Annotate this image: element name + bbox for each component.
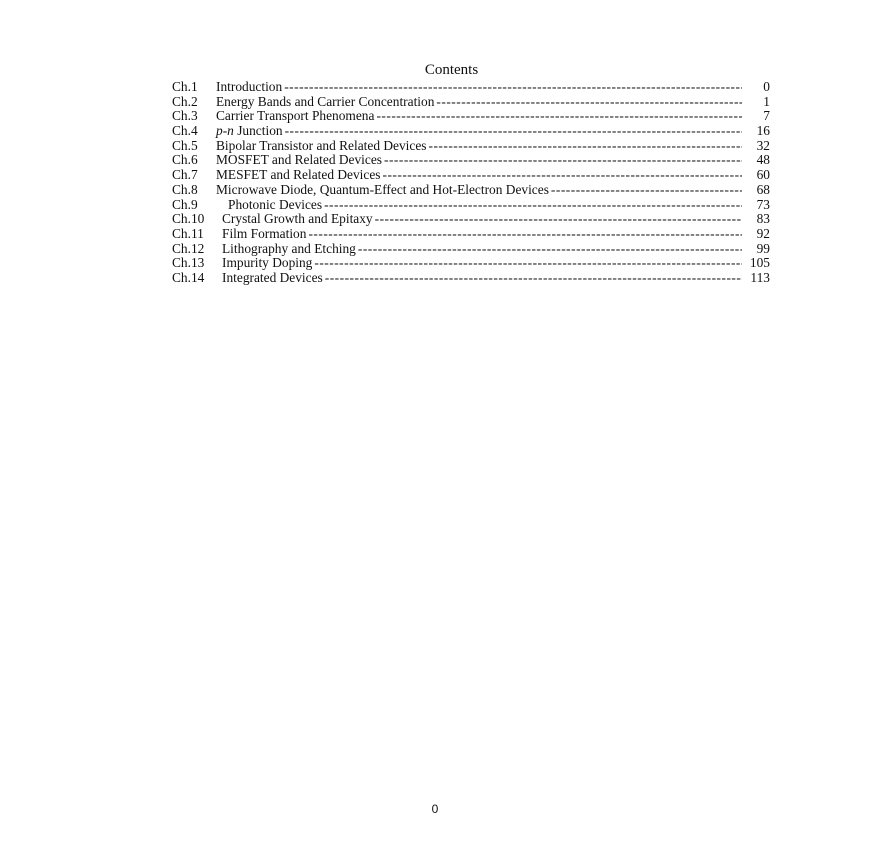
toc-page-number: 99 [756,240,770,256]
toc-entry-ch13[interactable] [172,256,770,271]
toc-page-number: 48 [756,152,770,168]
toc-dot-leader [314,256,742,271]
toc-chapter-number: Ch.2 [172,93,198,109]
toc-chapter-number: Ch.1 [172,79,198,94]
toc-page-number: 73 [756,196,770,212]
toc-chapter-number: Ch.10 [172,211,205,227]
toc-dot-leader [376,109,742,124]
toc-dot-leader [551,183,742,198]
toc-page-number: 1 [763,93,770,109]
toc-chapter-title: Photonic Devices [228,196,323,212]
toc-page-number: 32 [756,137,770,153]
toc-chapter-title: Energy Bands and Carrier Concentration [216,93,435,109]
toc-entry-ch4[interactable] [172,124,770,139]
toc-chapter-title-italic: p-n [216,123,234,139]
toc-chapter-number: Ch.3 [172,108,198,124]
toc-chapter-title: MOSFET and Related Devices [216,152,382,168]
toc-entry-ch8[interactable] [172,183,770,198]
toc-chapter-title: Integrated Devices [222,269,323,285]
toc-chapter-title: Bipolar Transistor and Related Devices [216,137,427,153]
toc-chapter-number: Ch.4 [172,123,198,139]
toc-chapter-number: Ch.12 [172,240,205,256]
toc-entry-ch2[interactable] [172,95,770,110]
toc-chapter-number: Ch.9 [172,196,198,212]
toc-entry-ch3[interactable] [172,109,770,124]
toc-chapter-number: Ch.6 [172,152,198,168]
toc-page-number: 0 [763,79,770,94]
toc-dot-leader [358,242,742,257]
toc-chapter-title: Impurity Doping [222,255,313,271]
toc-dot-leader [383,168,743,183]
toc-chapter-number: Ch.14 [172,269,205,285]
toc-chapter-title: Crystal Growth and Epitaxy [222,211,373,227]
toc-dot-leader [324,198,742,213]
toc-chapter-title: Carrier Transport Phenomena [216,108,375,124]
toc-entry-ch10[interactable] [172,212,770,227]
toc-page-number: 92 [756,225,770,241]
toc-dot-leader [429,139,743,154]
toc-entry-ch7[interactable] [172,168,770,183]
toc-dot-leader [308,227,742,242]
toc-chapter-title-rest: Junction [233,123,283,139]
toc-chapter-number: Ch.13 [172,255,205,271]
toc-title: Contents [424,62,479,78]
toc-entry-ch5[interactable] [172,139,770,154]
toc-page-number: 60 [756,167,770,183]
toc-page-number: 68 [756,181,770,197]
toc-chapter-number: Ch.5 [172,137,198,153]
toc-entry-ch6[interactable] [172,153,770,168]
toc-chapter-number: Ch.7 [172,167,198,183]
toc-dot-leader [384,153,742,168]
toc-page-number: 16 [756,123,770,139]
toc-chapter-number: Ch.8 [172,181,198,197]
page-footer-number: 0 [431,802,439,816]
toc-dot-leader [285,124,742,139]
toc-page-number: 7 [763,108,770,124]
toc-entry-ch14[interactable] [172,271,770,286]
toc-dot-leader [325,271,742,286]
toc-entry-ch11[interactable] [172,227,770,242]
toc-page-number: 105 [749,255,770,271]
toc-page-number: 113 [750,269,770,285]
toc-chapter-title: Lithography and Etching [222,240,356,256]
toc-chapter-number: Ch.11 [172,225,204,241]
toc-chapter-title [216,124,283,139]
toc-chapter-title: Microwave Diode, Quantum-Effect and Hot-Electron Devices [216,181,549,197]
table-of-contents [172,80,770,286]
toc-entry-ch1[interactable] [172,80,770,95]
toc-chapter-title: Introduction [216,79,283,94]
toc-entry-ch9[interactable] [172,198,770,213]
toc-dot-leader [284,80,742,95]
toc-chapter-title: Film Formation [222,225,307,241]
toc-entry-ch12[interactable] [172,242,770,257]
toc-chapter-title: MESFET and Related Devices [216,167,381,183]
toc-dot-leader [436,95,742,110]
toc-page-number: 83 [756,211,770,227]
toc-dot-leader [375,212,742,227]
